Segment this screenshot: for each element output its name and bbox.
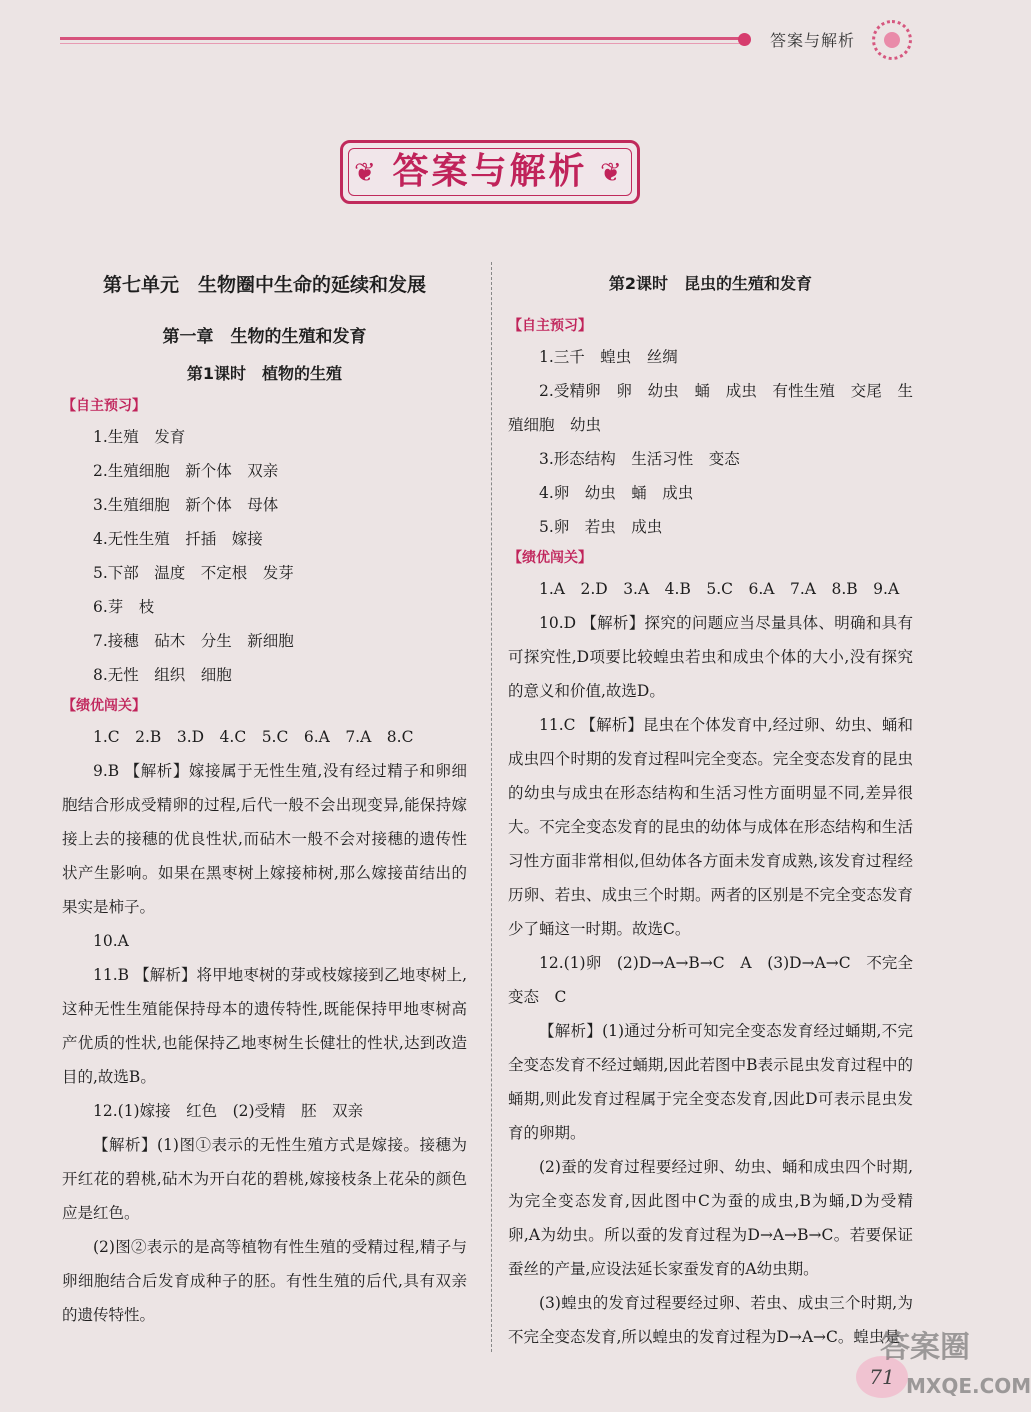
list-item: 4.无性生殖 扦插 嫁接 [93, 530, 263, 548]
right-column [508, 266, 913, 1354]
running-title: 答案与解析 [770, 31, 856, 50]
list-item: 8.无性 组织 细胞 [93, 666, 232, 684]
section-label: 【绩优闯关】 [508, 550, 592, 566]
answer-paragraph: 11.B 【解析】将甲地枣树的芽或枝嫁接到乙地枣树上,这种无性生殖能保持母本的遗传特性,既能保持甲地枣树高产优质的性状,也能保持乙地枣树生长健壮的性状,达到改造目的,故选B。 [62, 966, 467, 1086]
list-item: 2.受精卵 卵 幼虫 蛹 成虫 有性生殖 交尾 生殖细胞 幼虫 [508, 382, 913, 434]
header-rule [60, 37, 740, 40]
chapter-title: 第一章 生物的生殖和发育 [162, 327, 367, 347]
explanation-paragraph: (2)蚕的发育过程要经过卵、幼虫、蛹和成虫四个时期,为完全变态发育,因此图中C为蚕的成虫,B为蛹,D为受精卵,A为幼虫。所以蚕的发育过程为D→A→B→C。若要保证蚕丝的产量,应设法延长家蚕发育的A幼虫期。 [508, 1158, 913, 1278]
list-item: 1.三千 蝗虫 丝绸 [539, 348, 678, 366]
list-item: 2.生殖细胞 新个体 双亲 [93, 462, 279, 480]
scroll-ornament-right-icon: ❦ [600, 158, 622, 188]
list-item: 5.卵 若虫 成虫 [539, 518, 663, 536]
header-dot-icon [738, 33, 751, 46]
answer-key-line: 1.C 2.B 3.D 4.C 5.C 6.A 7.A 8.C [93, 728, 414, 746]
list-item: 3.形态结构 生活习性 变态 [539, 450, 740, 468]
scroll-ornament-left-icon: ❦ [354, 158, 376, 188]
list-item: 1.生殖 发育 [93, 428, 186, 446]
answer-paragraph: 10.D 【解析】探究的问题应当尽量具体、明确和具有可探究性,D项要比较蝗虫若虫和成虫个体的大小,没有探究的意义和价值,故选D。 [508, 614, 913, 700]
column-divider [491, 262, 492, 1352]
section-label: 【自主预习】 [62, 398, 146, 414]
answer-paragraph: 10.A [93, 932, 129, 950]
page-number: 71 [856, 1356, 908, 1398]
section-label: 【绩优闯关】 [62, 698, 146, 714]
answer-key-line: 1.A 2.D 3.A 4.B 5.C 6.A 7.A 8.B 9.A [539, 580, 900, 598]
list-item: 5.下部 温度 不定根 发芽 [93, 564, 294, 582]
list-item: 4.卵 幼虫 蛹 成虫 [539, 484, 694, 502]
list-item: 7.接穗 砧木 分生 新细胞 [93, 632, 294, 650]
header-rule-thin [60, 43, 740, 44]
lesson-title: 第1课时 植物的生殖 [186, 364, 343, 383]
left-column [62, 266, 467, 1332]
explanation-paragraph: (3)蝗虫的发育过程要经过卵、若虫、成虫三个时期,为不完全变态发育,所以蝗虫的发育过程为D→A→C。蝗虫是 [508, 1294, 913, 1346]
answer-paragraph: 11.C 【解析】昆虫在个体发育中,经过卵、幼虫、蛹和成虫四个时期的发育过程叫完全变态。完全变态发育的昆虫的幼虫与成虫在形态结构和生活习性方面明显不同,差异很大。不完全变态发育的昆虫的幼体与成体在形态结构和生活习性方面非常相似,但幼体各方面未发育成熟,该发育过程经历卵、若虫、成虫三个时期。两者的区别是不完全变态发育少了蛹这一时期。故选C。 [508, 716, 913, 938]
explanation-paragraph: 【解析】(1)通过分析可知完全变态发育经过蛹期,不完全变态发育不经过蛹期,因此若图中B表示昆虫发育过程中的蛹期,则此发育过程属于完全变态发育,因此D可表示昆虫发育的卵期。 [508, 1022, 913, 1142]
list-item: 3.生殖细胞 新个体 母体 [93, 496, 279, 514]
explanation-paragraph: (2)图②表示的是高等植物有性生殖的受精过程,精子与卵细胞结合后发育成种子的胚。有性生殖的后代,具有双亲的遗传特性。 [62, 1238, 467, 1324]
lesson-title: 第2课时 昆虫的生殖和发育 [608, 274, 813, 293]
answer-paragraph: 12.(1)卵 (2)D→A→B→C A (3)D→A→C 不完全变态 C [508, 954, 913, 1006]
watermark-logo: 答案圈 [880, 1330, 970, 1365]
unit-title: 第七单元 生物圈中生命的延续和发展 [102, 274, 426, 296]
section-label: 【自主预习】 [508, 318, 592, 334]
list-item: 6.芽 枝 [93, 598, 155, 616]
flower-center-icon [884, 32, 900, 48]
watermark-url: MXQE.COM [906, 1374, 1031, 1398]
explanation-paragraph: 【解析】(1)图①表示的无性生殖方式是嫁接。接穗为开红花的碧桃,砧木为开白花的碧桃,嫁接枝条上花朵的颜色应是红色。 [62, 1136, 467, 1222]
answer-paragraph: 12.(1)嫁接 红色 (2)受精 胚 双亲 [93, 1102, 364, 1120]
answer-paragraph: 9.B 【解析】嫁接属于无性生殖,没有经过精子和卵细胞结合形成受精卵的过程,后代一般不会出现变异,能保持嫁接上去的接穗的优良性状,而砧木一般不会对接穗的遗传性状产生影响。如果在黑枣树上嫁接柿树,那么嫁接苗结出的果实是柿子。 [62, 762, 467, 916]
page-title: 答案与解析 [392, 151, 588, 192]
